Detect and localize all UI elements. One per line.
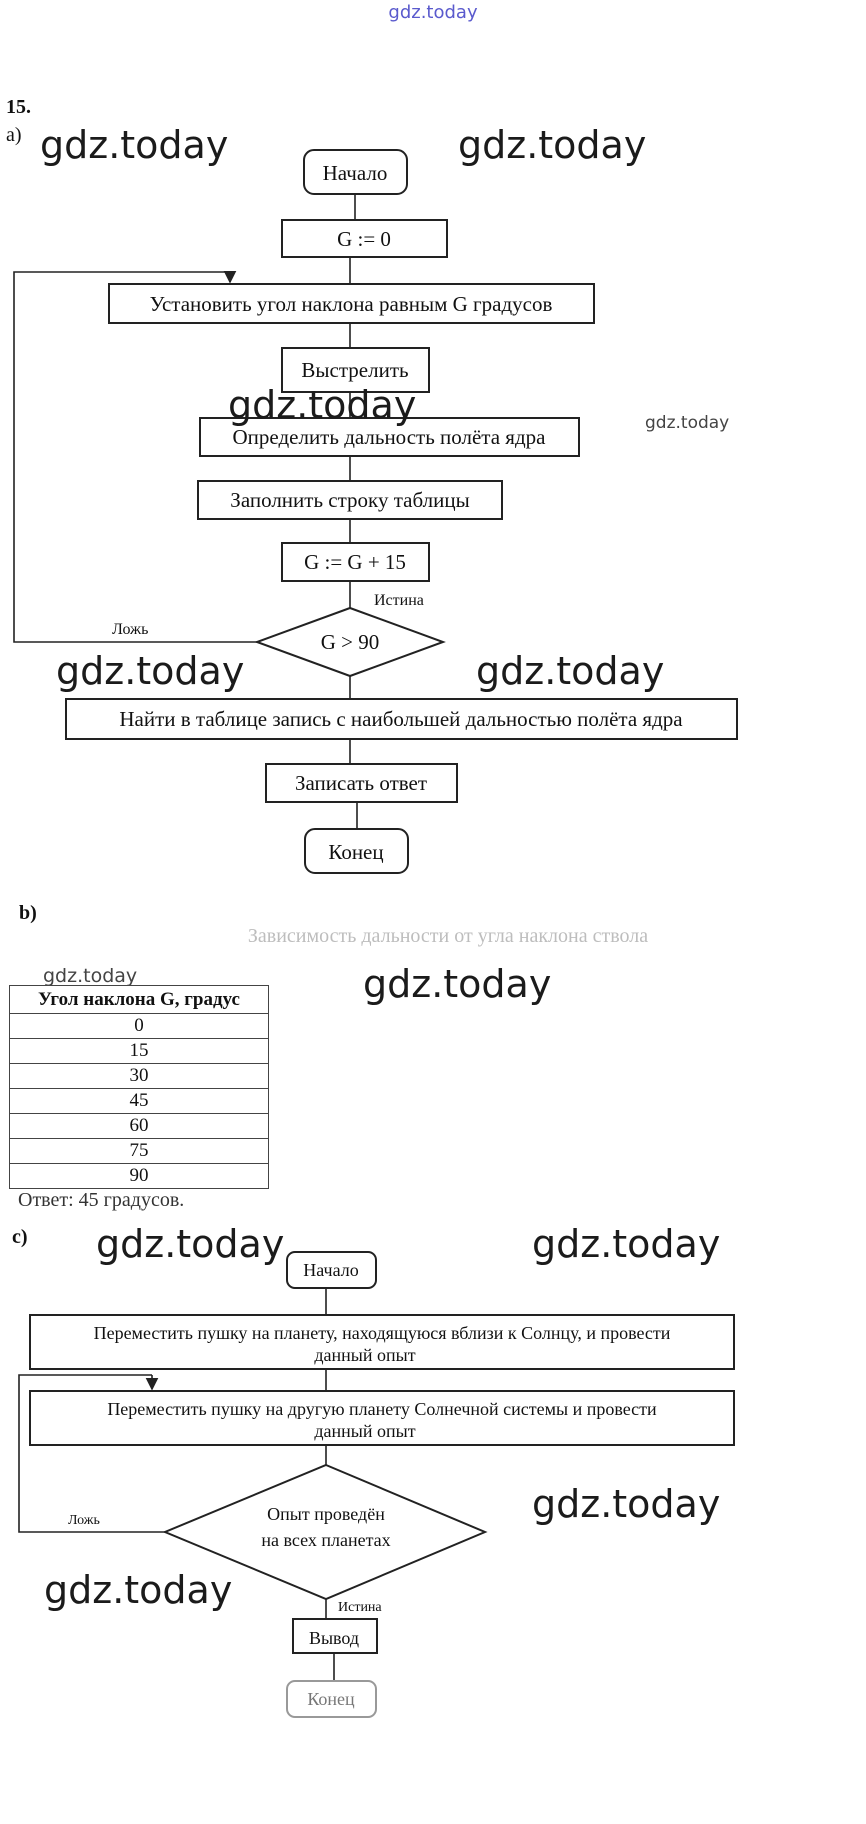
watermark: gdz.today — [645, 413, 730, 433]
table-cell: 90 — [10, 1164, 269, 1189]
a-measure-text: Определить дальность полёта ядра — [232, 425, 546, 449]
a-init-text: G := 0 — [337, 227, 391, 251]
problem-number: 15. — [6, 96, 31, 118]
a-increment-text: G := G + 15 — [304, 550, 406, 574]
c-end-text: Конец — [307, 1689, 355, 1709]
a-false-label: Ложь — [112, 621, 149, 638]
a-true-label: Истина — [374, 592, 424, 609]
part-b-label: b) — [19, 902, 37, 924]
table-row — [10, 1114, 269, 1139]
table-row — [10, 1164, 269, 1189]
a-find-max-text: Найти в таблице запись с наибольшей дальностью полёта ядра — [119, 707, 683, 731]
table-row — [10, 1039, 269, 1064]
flowchart-c — [12, 1226, 734, 1717]
a-write-answer-text: Записать ответ — [294, 771, 428, 795]
table-cell: 0 — [10, 1014, 269, 1039]
watermark: gdz.today — [363, 962, 552, 1006]
watermark: gdz.today — [40, 123, 229, 167]
watermark: gdz.today — [44, 1568, 233, 1612]
c-start-text: Начало — [303, 1260, 359, 1280]
c-cond-line1: Опыт проведён — [267, 1504, 385, 1524]
watermark: gdz.today — [532, 1482, 721, 1526]
watermark: gdz.today — [96, 1222, 285, 1266]
table-cell: 30 — [10, 1064, 269, 1089]
table-row — [10, 1139, 269, 1164]
table-cell: 75 — [10, 1139, 269, 1164]
table-cell: 45 — [10, 1089, 269, 1114]
watermark: gdz.today — [56, 649, 245, 693]
table-cell: 60 — [10, 1114, 269, 1139]
a-condition-text: G > 90 — [320, 630, 380, 654]
header-watermark: gdz.today — [388, 2, 478, 23]
watermark: gdz.today — [458, 123, 647, 167]
part-b-answer: Ответ: 45 градусов. — [18, 1189, 185, 1211]
c-step2-line2: данный опыт — [314, 1421, 416, 1441]
table-row — [10, 1014, 269, 1039]
c-true-label: Истина — [338, 1600, 382, 1615]
part-a-label: a) — [6, 124, 22, 146]
watermark: gdz.today — [43, 965, 138, 987]
a-shoot-text: Выстрелить — [301, 358, 409, 382]
flowchart-a — [6, 124, 737, 873]
table-row — [10, 1089, 269, 1114]
part-c-label: c) — [12, 1226, 28, 1248]
watermark: gdz.today — [532, 1222, 721, 1266]
table-row — [10, 1064, 269, 1089]
c-step1-line1: Переместить пушку на планету, находящуюся вблизи к Солнцу, и провести — [93, 1323, 671, 1343]
table-cell: 15 — [10, 1039, 269, 1064]
c-output-text: Вывод — [308, 1628, 360, 1648]
angles-table — [9, 985, 269, 1189]
watermark: gdz.today — [476, 649, 665, 693]
table-header: Угол наклона G, градус — [10, 986, 269, 1014]
a-start-text: Начало — [322, 161, 388, 185]
part-b-caption: Зависимость дальности от угла наклона ствола — [247, 925, 649, 947]
c-cond-line2: на всех планетах — [261, 1530, 391, 1550]
a-end-text: Конец — [328, 840, 384, 864]
c-step1-line2: данный опыт — [314, 1345, 416, 1365]
c-step2-line1: Переместить пушку на другую планету Солнечной системы и провести — [107, 1399, 657, 1419]
a-fill-row-text: Заполнить строку таблицы — [230, 488, 470, 512]
c-false-label: Ложь — [68, 1513, 100, 1528]
a-set-angle-text: Установить угол наклона равным G градусов — [149, 292, 553, 316]
watermark: gdz.today — [228, 383, 417, 427]
